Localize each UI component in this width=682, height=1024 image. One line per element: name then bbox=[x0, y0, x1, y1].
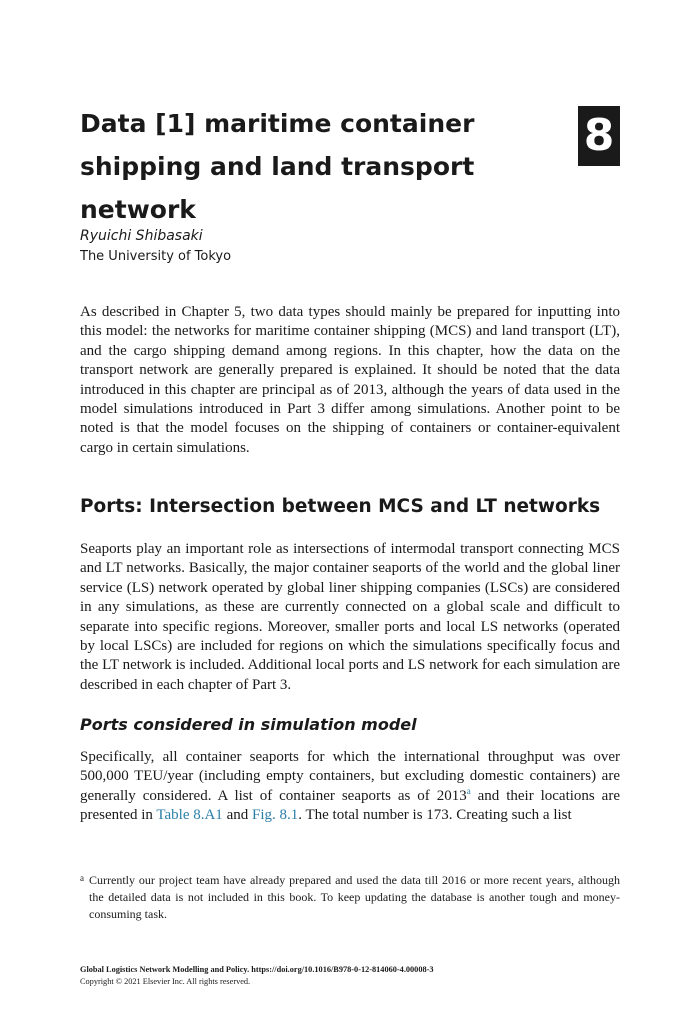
footer-copyright: Copyright © 2021 Elsevier Inc. All rights reserved. bbox=[80, 977, 251, 986]
intro-paragraph: As described in Chapter 5, two data types should mainly be prepared for inputting into this model: the networks for maritime container shipping (MCS) and land transport (LT), and the cargo shipping demand among regions. In this chapter, how the data on the transport network are generally prepared is explained. It should be noted that the data introduced in this chapter are principal as of 2013, although the years of data used in the model simulations introduced in Part 3 differ among simulations. Another point to be noted is that the model focuses on the shipping of containers or container-equivalent cargo in certain simulations. bbox=[80, 304, 620, 456]
footnote-mark: a bbox=[80, 873, 84, 883]
section-heading: Ports: Intersection between MCS and LT networks bbox=[80, 496, 601, 517]
subsection-text-1: Specifically, all container seaports for which the international throughput was over 500,000 TEU/year (including empty containers, but excluding domestic containers) are generally considered. A list of container seaports as of 2013 bbox=[80, 749, 620, 804]
subsection-paragraph bbox=[80, 748, 620, 826]
footnote bbox=[80, 872, 620, 923]
table-link[interactable]: Table 8.A1 bbox=[156, 807, 223, 824]
author-affiliation: The University of Tokyo bbox=[80, 249, 232, 264]
figure-link[interactable]: Fig. 8.1 bbox=[251, 807, 299, 824]
subsection-heading: Ports considered in simulation model bbox=[80, 715, 417, 734]
chapter-title: Data [1] maritime container shipping and land transport network bbox=[80, 109, 475, 224]
author-name: Ryuichi Shibasaki bbox=[80, 228, 203, 244]
subsection-text-4: . The total number is 173. Creating such a list bbox=[298, 807, 572, 824]
footnote-text: Currently our project team have already prepared and used the data till 2016 or more recent years, although the detailed data is not included in this book. To keep updating the database is another tough and money-consuming task. bbox=[89, 873, 620, 921]
chapter-number-badge: 8 bbox=[578, 106, 620, 166]
subsection-text-2: and their locations are presented in bbox=[80, 787, 620, 824]
subsection-text-3: and bbox=[222, 807, 252, 824]
footer-citation: Global Logistics Network Modelling and Policy. https://doi.org/10.1016/B978-0-12-814060-4.00008-3 bbox=[80, 965, 434, 974]
section-paragraph: Seaports play an important role as intersections of intermodal transport connecting MCS and LT networks. Basically, the major container seaports of the world and the global liner service (LS) network operated by global liner shipping companies (LSCs) are considered in any simulations, as these are currently connected on a global scale and difficult to separate into specific regions. Moreover, smaller ports and local LS networks (operated by local LSCs) are included for regions on which the simulations specifically focus and the LT network is included. Additional local ports and LS network for each simulation are described in each chapter of Part 3. bbox=[80, 541, 620, 693]
footnote-reference[interactable]: a bbox=[466, 785, 471, 796]
